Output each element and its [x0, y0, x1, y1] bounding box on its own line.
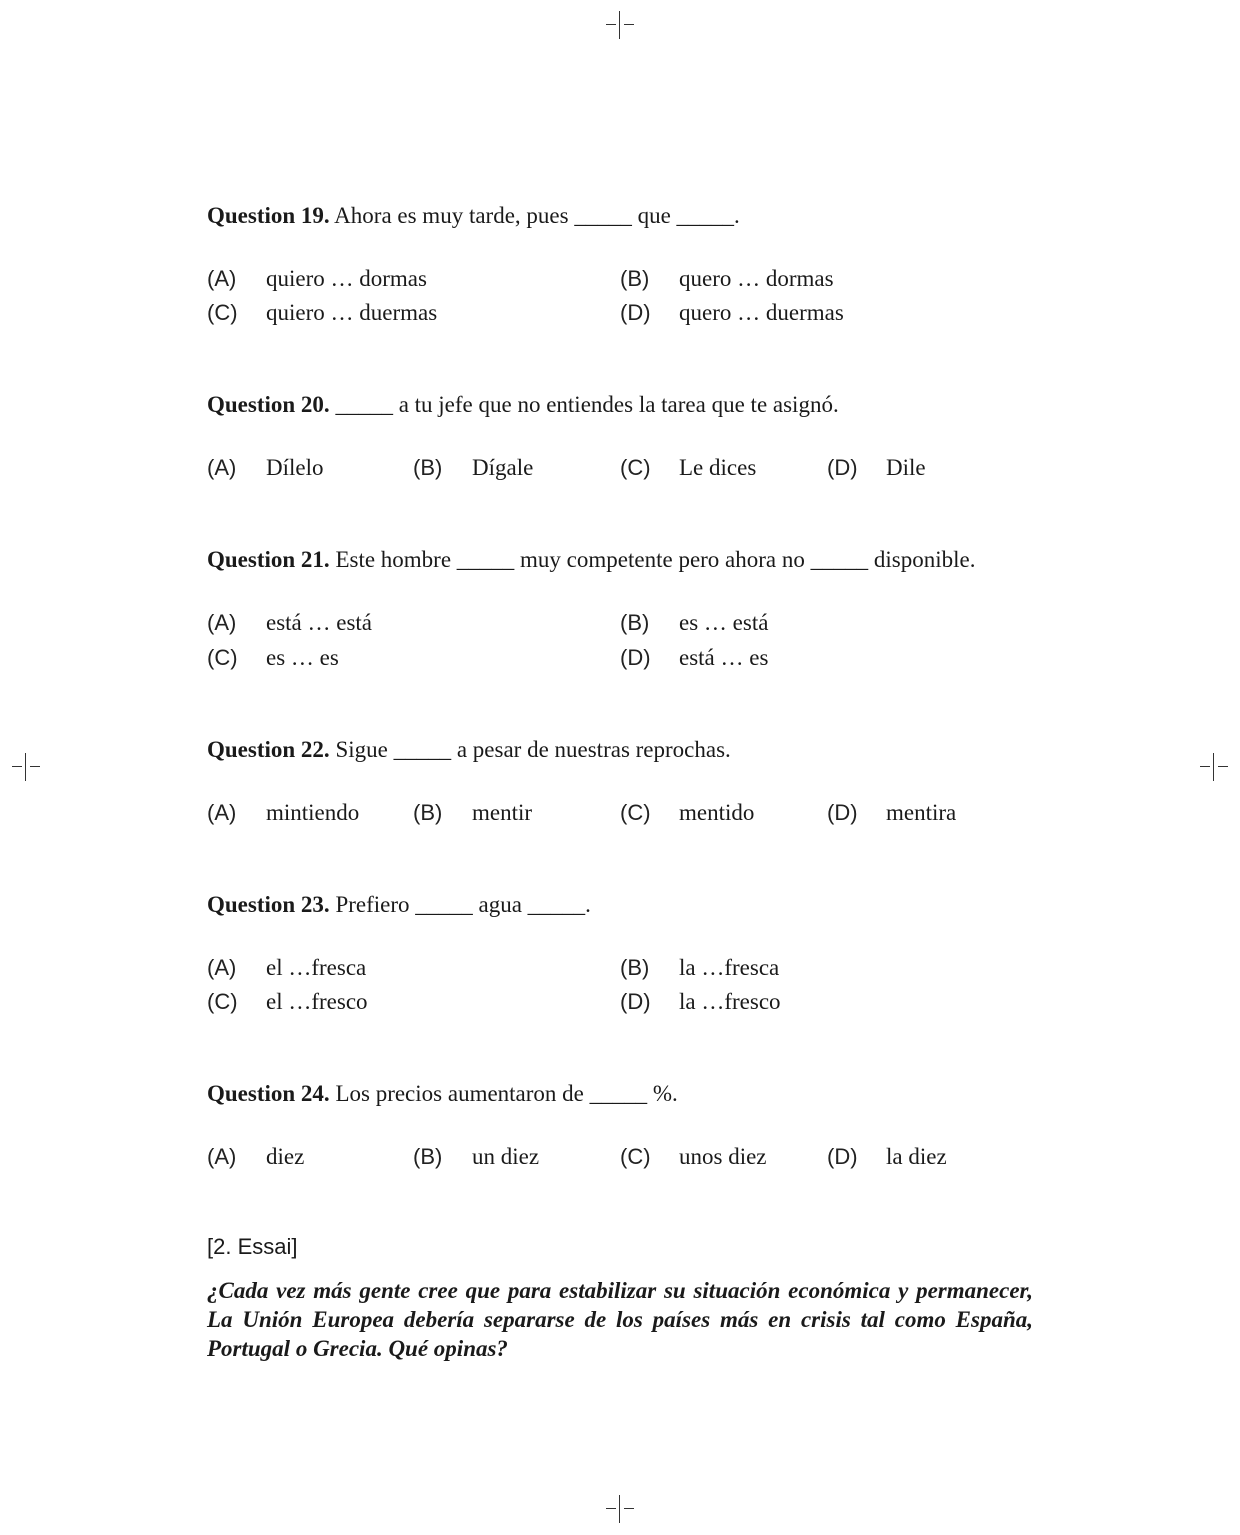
question-23 [207, 891, 591, 919]
crop-mark-top [606, 11, 634, 39]
question-24 [207, 1080, 678, 1108]
option-text: mentir [472, 800, 533, 825]
option-text: la diez [886, 1144, 947, 1169]
question-21 [207, 546, 975, 574]
option-letter: (A) [207, 455, 237, 480]
option-letter: (A) [207, 610, 237, 635]
question-text: Los precios aumentaron de _____ %. [335, 1081, 678, 1106]
option-letter: (B) [620, 610, 650, 635]
question-19 [207, 202, 740, 230]
option-text: Le dices [679, 455, 757, 480]
option-letter: (D) [827, 800, 858, 825]
crop-mark-left [12, 753, 40, 781]
option-letter: (A) [207, 800, 237, 825]
option-text: la …fresco [679, 989, 781, 1014]
option-text: está … es [679, 645, 769, 670]
question-text: Prefiero _____ agua _____. [335, 892, 591, 917]
question-number: Question 19. [207, 203, 330, 228]
option-letter: (B) [413, 455, 443, 480]
option-text: quero … dormas [679, 266, 834, 291]
option-letter: (C) [207, 300, 238, 325]
option-letter: (B) [413, 800, 443, 825]
question-number: Question 24. [207, 1081, 330, 1106]
question-text: Este hombre _____ muy competente pero ahora no _____ disponible. [335, 547, 976, 572]
option-letter: (D) [827, 455, 858, 480]
option-letter: (C) [620, 1144, 651, 1169]
option-text: la …fresca [679, 955, 780, 980]
question-22 [207, 736, 731, 764]
option-text: quiero … duermas [266, 300, 438, 325]
option-letter: (D) [620, 300, 651, 325]
option-text: Dílelo [266, 455, 324, 480]
option-letter: (C) [207, 645, 238, 670]
option-text: unos diez [679, 1144, 767, 1169]
question-20 [207, 391, 839, 419]
option-letter: (A) [207, 266, 237, 291]
question-text: Ahora es muy tarde, pues _____ que _____. [334, 203, 740, 228]
question-number: Question 23. [207, 892, 330, 917]
option-text: mintiendo [266, 800, 360, 825]
essai-prompt: ¿Cada vez más gente cree que para estabilizar su situación económica y permanecer, La Unión Europea debería separarse de los países más en crisis tal como España, Portugal o Grecia. Qué opinas? [207, 1278, 1033, 1361]
option-text: quiero … dormas [266, 266, 427, 291]
option-letter: (A) [207, 955, 237, 980]
option-letter: (C) [620, 455, 651, 480]
option-letter: (C) [207, 989, 238, 1014]
option-text: un diez [472, 1144, 540, 1169]
option-letter: (C) [620, 800, 651, 825]
question-number: Question 21. [207, 547, 330, 572]
option-letter: (D) [620, 989, 651, 1014]
option-text: el …fresca [266, 955, 367, 980]
option-letter: (D) [620, 645, 651, 670]
option-letter: (B) [620, 266, 650, 291]
crop-mark-bottom [606, 1495, 634, 1523]
option-text: diez [266, 1144, 305, 1169]
option-letter: (D) [827, 1144, 858, 1169]
option-text: mentido [679, 800, 755, 825]
question-number: Question 20. [207, 392, 330, 417]
option-text: el …fresco [266, 989, 368, 1014]
option-text: es … es [266, 645, 339, 670]
option-text: es … está [679, 610, 769, 635]
option-text: está … está [266, 610, 373, 635]
option-letter: (B) [620, 955, 650, 980]
question-text: Sigue _____ a pesar de nuestras reprochas. [335, 737, 731, 762]
crop-mark-right [1200, 753, 1228, 781]
option-text: mentira [886, 800, 957, 825]
essai-heading: [2. Essai] [207, 1234, 298, 1259]
option-text: Dígale [472, 455, 534, 480]
option-text: quero … duermas [679, 300, 844, 325]
option-text: Dile [886, 455, 926, 480]
question-text: _____ a tu jefe que no entiendes la tarea que te asignó. [335, 392, 839, 417]
option-letter: (B) [413, 1144, 443, 1169]
question-number: Question 22. [207, 737, 330, 762]
option-letter: (A) [207, 1144, 237, 1169]
